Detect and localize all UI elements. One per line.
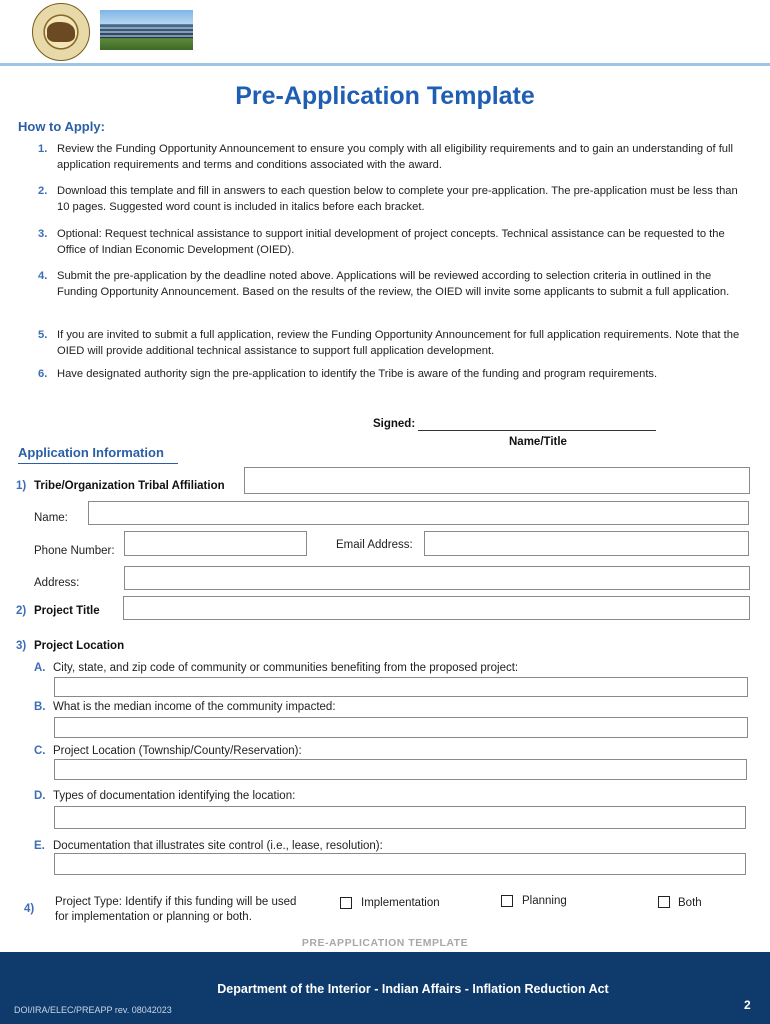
footer: [0, 952, 770, 1024]
step-3: 3. Optional: Request technical assistance to support initial development of project concepts. Technical assistance can be requested to the Office of Indian Economic Development (OIED).: [38, 228, 725, 256]
footer-department: Department of the Interior - Indian Affairs - Inflation Reduction Act: [217, 982, 609, 996]
implementation-label: Implementation: [361, 897, 440, 909]
community-field[interactable]: [54, 677, 748, 697]
q3-number: 3): [16, 640, 27, 652]
q3a-letter: A.: [34, 662, 46, 674]
signature-line[interactable]: [418, 430, 656, 431]
project-title-field[interactable]: [123, 596, 750, 620]
q2-label: Project Title: [34, 605, 100, 617]
phone-field[interactable]: [124, 531, 307, 556]
q1-number: 1): [16, 480, 27, 492]
name-label: Name:: [34, 512, 68, 524]
step-5: 5. If you are invited to submit a full application, review the Funding Opportunity Announcement for full application requirements. Note that the OIED will provide additional technical assistance to support full application development.: [38, 329, 740, 357]
header-divider: [0, 63, 770, 66]
both-label: Both: [678, 897, 702, 909]
q3b-label: What is the median income of the community impacted:: [53, 701, 336, 713]
planning-label: Planning: [522, 895, 567, 907]
address-label: Address:: [34, 577, 80, 589]
name-field[interactable]: [88, 501, 749, 525]
q3a-label: City, state, and zip code of community or communities benefiting from the proposed project:: [53, 662, 519, 674]
step-2: 2. Download this template and fill in answers to each question below to complete your pre-application. The pre-application must be less than 10 pages. Suggested word count is included in italics before each bracket.: [38, 185, 738, 213]
name-title-label: Name/Title: [509, 436, 567, 448]
application-info-heading: Application Information: [18, 445, 164, 460]
q4-line2: for implementation or planning or both.: [55, 911, 252, 923]
address-field[interactable]: [124, 566, 750, 590]
q4-number: 4): [24, 903, 35, 915]
q3c-letter: C.: [34, 745, 46, 757]
project-location-field[interactable]: [54, 759, 747, 780]
q3e-label: Documentation that illustrates site control (i.e., lease, resolution):: [53, 840, 383, 852]
email-label: Email Address:: [336, 539, 413, 551]
q3-label: Project Location: [34, 640, 125, 652]
step-6: 6. Have designated authority sign the pre-application to identify the Tribe is aware of the funding and program requirements.: [38, 368, 658, 380]
both-checkbox[interactable]: [658, 896, 670, 908]
signed-label: Signed:: [373, 418, 416, 430]
implementation-checkbox[interactable]: [340, 897, 352, 909]
site-control-field[interactable]: [54, 853, 746, 875]
median-income-field[interactable]: [54, 717, 748, 738]
q4-line1: Project Type: Identify if this funding will be used: [55, 896, 297, 908]
q3c-label: Project Location (Township/County/Reservation):: [53, 745, 302, 757]
email-field[interactable]: [424, 531, 749, 556]
step-1: 1. Review the Funding Opportunity Announcement to ensure you comply with all eligibility requirements and to gain an understanding of full application requirements and terms and conditions associated with the award.: [38, 143, 733, 171]
documentation-location-field[interactable]: [54, 806, 746, 829]
q3b-letter: B.: [34, 701, 46, 713]
phone-label: Phone Number:: [34, 545, 115, 557]
planning-checkbox[interactable]: [501, 895, 513, 907]
how-to-apply-heading: How to Apply:: [18, 119, 105, 134]
q2-number: 2): [16, 605, 27, 617]
q3e-letter: E.: [34, 840, 45, 852]
q3d-label: Types of documentation identifying the location:: [53, 790, 296, 802]
page-number: 2: [744, 998, 751, 1012]
bison-icon: [47, 22, 75, 42]
page-title: Pre-Application Template: [235, 82, 535, 110]
tribal-affiliation-field[interactable]: [244, 467, 750, 494]
step-4: 4. Submit the pre-application by the deadline noted above. Applications will be reviewed according to selection criteria in outlined in the Funding Opportunity Announcement. Based on the results of the review, the OIED will invite some applicants to submit a full application.: [38, 270, 730, 298]
solar-panels-image: [100, 10, 193, 50]
q3d-letter: D.: [34, 790, 46, 802]
footer-code: DOI/IRA/ELEC/PREAPP rev. 08042023: [14, 1005, 172, 1015]
heading-underline: [18, 463, 178, 464]
page-label: PRE-APPLICATION TEMPLATE: [301, 937, 469, 949]
q1-label: Tribe/Organization Tribal Affiliation: [34, 480, 225, 492]
doi-seal-logo: [32, 3, 90, 61]
